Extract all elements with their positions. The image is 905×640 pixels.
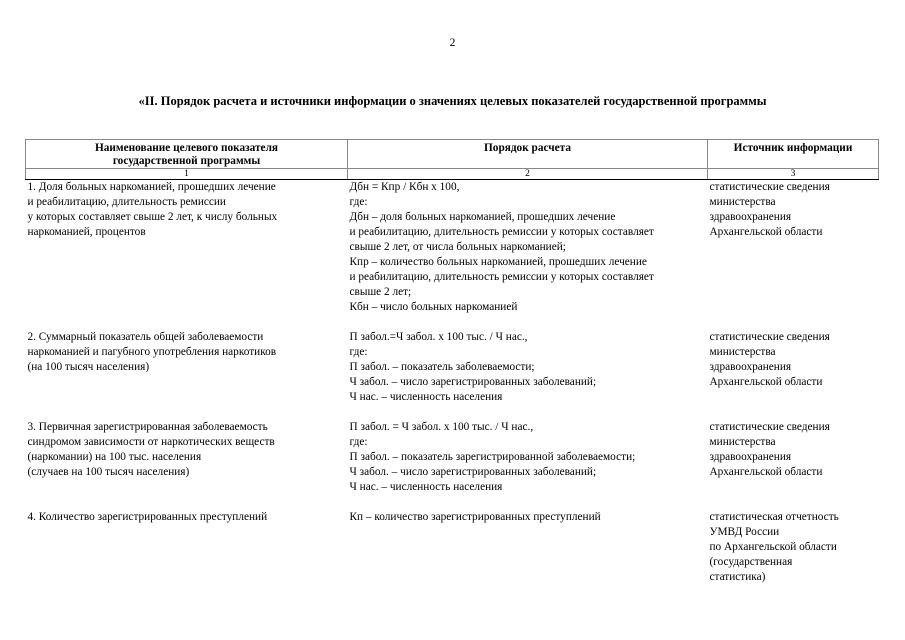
table-row [26,180,879,316]
column-number: 1 [26,169,348,180]
spacer-cell [708,315,879,330]
cell-line: министерства [709,196,776,208]
table-row [26,330,879,405]
row-spacer [26,405,879,420]
cell-line: 2. Суммарный показатель общей заболеваемости [27,331,264,343]
cell-line: Архангельской области [709,226,823,238]
cell-line: статистические сведения [709,331,830,343]
cell-line: здравоохранения [709,361,792,373]
cell-line: Кп – количество зарегистрированных преступлений [349,511,601,523]
indicators-table [25,139,879,585]
row-spacer [26,315,879,330]
cell-line: статистические сведения [709,421,830,433]
cell-line: Кпр – количество больных наркоманией, прошедших лечение [349,256,647,268]
cell-line: министерства [709,346,776,358]
cell-line: П забол. = Ч забол. x 100 тыс. / Ч нас., [349,421,534,433]
cell-line: свыше 2 лет, от числа больных наркоманией; [349,241,566,253]
row-spacer [26,495,879,510]
cell-line: Архангельской области [709,376,823,388]
spacer-cell [26,405,348,420]
table-row [26,420,879,495]
cell-line: (наркомании) на 100 тыс. населения [27,451,202,463]
cell-line: свыше 2 лет; [349,286,412,298]
indicator-name-cell [26,420,348,495]
cell-line: Дбн – доля больных наркоманией, прошедших лечение [349,211,616,223]
column-number: 2 [348,169,708,180]
cell-line: по Архангельской области [709,541,837,553]
cell-line: и реабилитацию, длительность ремиссии [27,196,226,208]
cell-line: статистическая отчетность [709,511,839,523]
spacer-cell [708,495,879,510]
spacer-cell [348,315,708,330]
header-line: Наименование целевого показателя [94,142,279,154]
header-line: Порядок расчета [484,142,571,154]
table-row [26,510,879,585]
calculation-cell [348,330,708,405]
source-cell [708,180,879,316]
calculation-cell [348,420,708,495]
table-body [26,180,879,586]
cell-line: Ч нас. – численность населения [349,391,503,403]
cell-line: и реабилитацию, длительность ремиссии у которых составляет [349,271,654,283]
cell-line: где: [349,196,368,208]
column-numbers-row [26,169,879,180]
header-indicator-name [26,140,348,169]
cell-line: наркоманией, процентов [27,226,146,238]
cell-line: 3. Первичная зарегистрированная заболеваемость [27,421,268,433]
cell-line: П забол. – показатель зарегистрированной заболеваемости; [349,451,636,463]
cell-line: УМВД России [709,526,780,538]
calculation-cell [348,510,708,585]
source-cell [708,510,879,585]
indicator-name-cell [26,330,348,405]
cell-line: где: [349,436,368,448]
header-calculation [348,140,708,169]
column-number: 3 [708,169,879,180]
spacer-cell [708,405,879,420]
cell-line: министерства [709,436,776,448]
cell-line: Дбн = Кпр / Кбн x 100, [349,181,460,193]
cell-line: (государственная [709,556,793,568]
cell-line: 4. Количество зарегистрированных преступлений [27,511,268,523]
cell-line: синдромом зависимости от наркотических веществ [27,436,275,448]
indicator-name-cell [26,180,348,316]
header-line: государственной программы [112,155,261,167]
cell-line: 1. Доля больных наркоманией, прошедших лечение [27,181,276,193]
cell-line: (на 100 тысяч населения) [27,361,150,373]
cell-line: здравоохранения [709,211,792,223]
section-heading: «II. Порядок расчета и источники информации о значениях целевых показателей государственной программы [138,94,767,108]
spacer-cell [348,495,708,510]
cell-line: Ч забол. – число зарегистрированных заболеваний; [349,466,597,478]
spacer-cell [348,405,708,420]
indicator-name-cell [26,510,348,585]
cell-line: наркоманией и пагубного употребления наркотиков [27,346,277,358]
cell-line: П забол. – показатель заболеваемости; [349,361,535,373]
cell-line: статистика) [709,571,766,583]
cell-line: (случаев на 100 тысяч населения) [27,466,190,478]
cell-line: П забол.=Ч забол. x 100 тыс. / Ч нас., [349,331,528,343]
source-cell [708,420,879,495]
cell-line: здравоохранения [709,451,792,463]
cell-line: Ч забол. – число зарегистрированных заболеваний; [349,376,597,388]
cell-line: где: [349,346,368,358]
table-header-row [26,140,879,169]
cell-line: статистические сведения [709,181,830,193]
header-line: Источник информации [733,142,853,154]
spacer-cell [26,315,348,330]
calculation-cell [348,180,708,316]
spacer-cell [26,495,348,510]
cell-line: Кбн – число больных наркоманией [349,301,518,313]
page-number: 2 [449,37,456,49]
cell-line: Ч нас. – численность населения [349,481,503,493]
cell-line: и реабилитацию, длительность ремиссии у которых составляет [349,226,654,238]
header-source [708,140,879,169]
cell-line: у которых составляет свыше 2 лет, к числу больных [27,211,278,223]
cell-line: Архангельской области [709,466,823,478]
source-cell [708,330,879,405]
